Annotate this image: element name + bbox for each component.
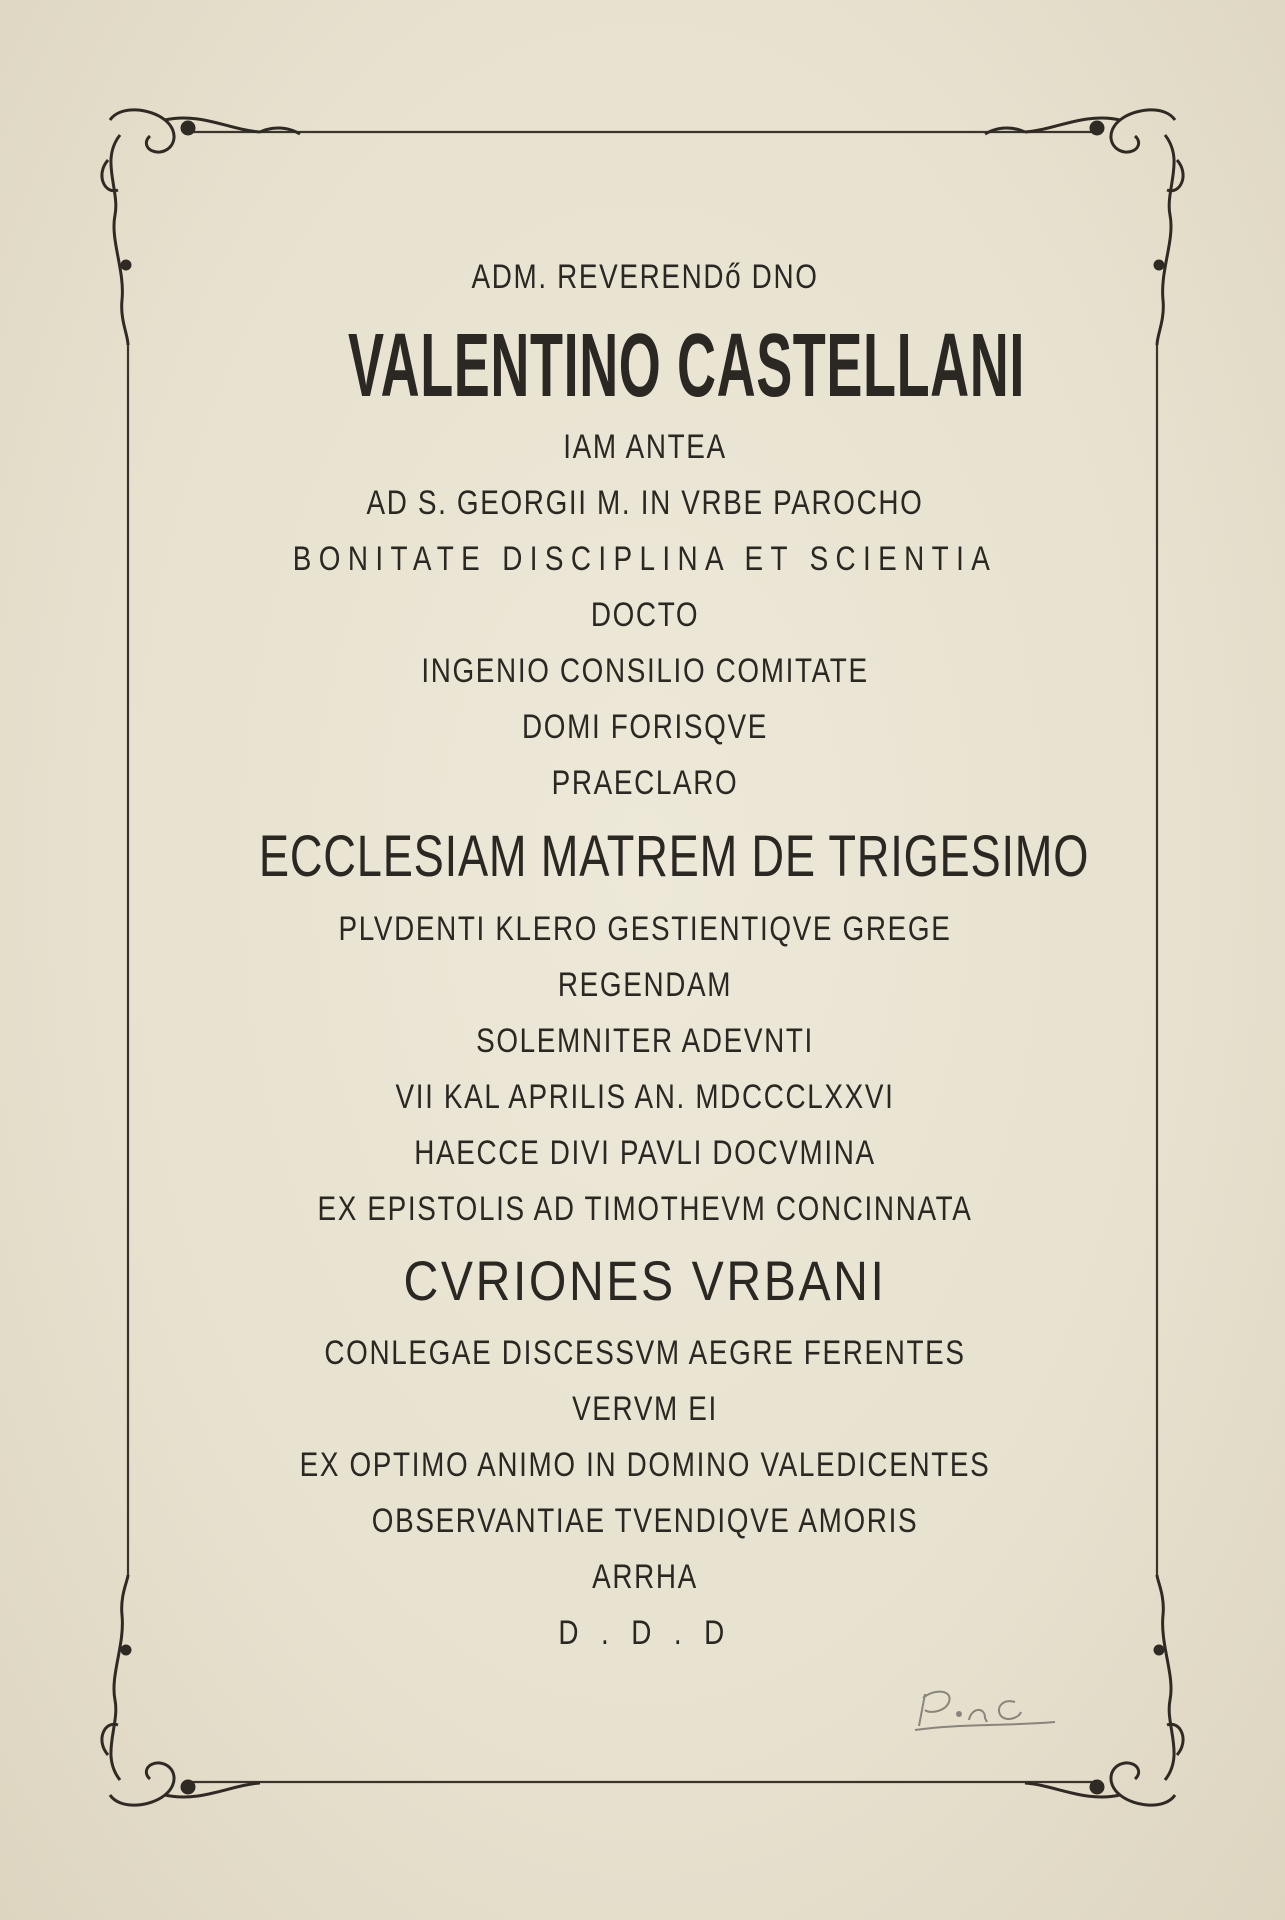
dedication-line-9: PRAECLARO [551,764,739,802]
dedication-text [150,0,1140,1920]
dedication-line-1: ADM. REVERENDő DNO [471,258,819,296]
dedication-line-22: ARRHA [592,1558,698,1596]
dedication-line-5: BONITATE DISCIPLINA ET SCIENTIA [292,540,998,578]
dedication-church: ECCLESIAM MATREM DE TRIGESIMO [258,824,1090,889]
dedication-line-7: INGENIO CONSILIO COMITATE [421,652,869,690]
dedication-line-11: PLVDENTI KLERO GESTIENTIQVE GREGE [338,910,952,948]
dedication-line-20: EX OPTIMO ANIMO IN DOMINO VALEDICENTES [299,1446,991,1484]
dedication-closing: D . D . D [558,1614,732,1652]
dedication-line-3: IAM ANTEA [563,428,727,466]
dedication-line-6: DOCTO [590,596,700,634]
dedication-line-12: REGENDAM [557,966,733,1004]
dedicators: CVRIONES VRBANI [403,1249,887,1312]
dedication-line-21: OBSERVANTIAE TVENDIQVE AMORIS [371,1502,919,1540]
dedication-line-15: HAECCE DIVI PAVLI DOCVMINA [414,1134,876,1172]
dedication-line-4: AD S. GEORGII M. IN VRBE PAROCHO [366,484,924,522]
dedication-line-8: DOMI FORISQVE [522,708,768,746]
handwritten-pencil-note [905,1680,1075,1750]
dedication-line-18: CONLEGAE DISCESSVM AEGRE FERENTES [324,1334,966,1372]
dedication-line-13: SOLEMNITER ADEVNTI [476,1022,814,1060]
dedication-line-16: EX EPISTOLIS AD TIMOTHEVM CONCINNATA [317,1190,973,1228]
dedication-date: VII KAL APRILIS AN. MDCCCLXXVI [395,1078,895,1116]
dedication-line-19: VERVM EI [572,1390,718,1428]
dedicatee-name: VALENTINO CASTELLANI [348,316,1025,416]
